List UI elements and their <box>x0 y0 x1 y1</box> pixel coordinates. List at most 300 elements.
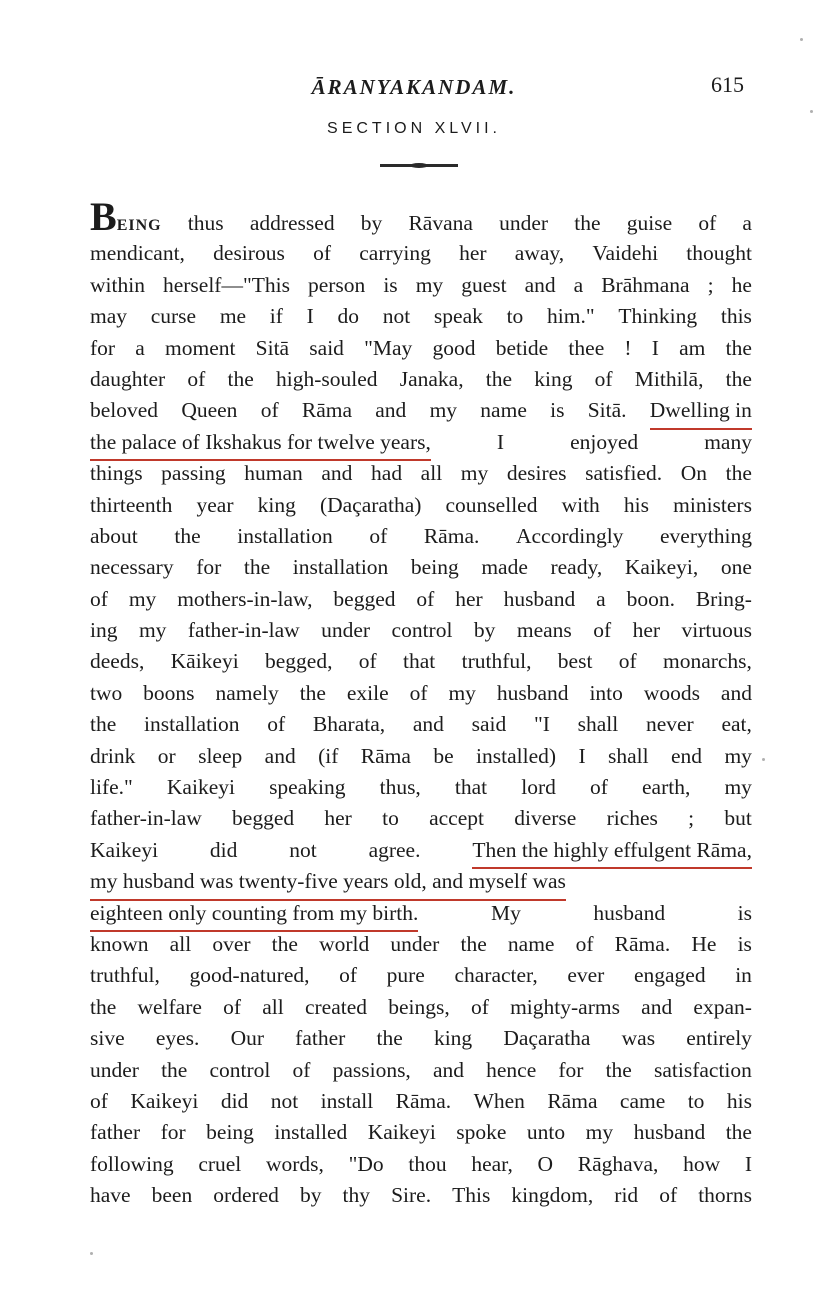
word: end <box>671 743 703 768</box>
word: all <box>169 931 192 956</box>
word: for <box>90 335 116 360</box>
word: not <box>270 1088 299 1113</box>
word: of <box>313 241 331 266</box>
word: the <box>460 931 487 956</box>
word: install <box>320 1088 374 1113</box>
word: hence <box>486 1057 537 1082</box>
text-line <box>90 364 752 395</box>
word: I <box>306 304 314 329</box>
word: Our <box>230 1026 264 1051</box>
word: of <box>594 366 613 391</box>
word: year <box>196 492 234 517</box>
word: rid <box>614 1183 639 1208</box>
word: person <box>307 272 366 297</box>
word: did <box>220 1088 249 1113</box>
word: under <box>499 211 549 235</box>
word: to <box>382 806 399 831</box>
word: is <box>550 398 565 423</box>
word: of <box>416 586 435 611</box>
word: Rāma. <box>395 1088 452 1113</box>
word: guise <box>626 211 673 235</box>
word: truthful, <box>90 963 160 988</box>
word: unto <box>526 1120 566 1145</box>
word: of <box>470 994 489 1019</box>
word: the <box>227 366 254 391</box>
word: mighty-arms <box>510 994 620 1019</box>
word: ; <box>688 806 695 831</box>
word: did <box>209 837 238 862</box>
word: the <box>161 1057 188 1082</box>
drop-cap-rest: EING <box>116 217 162 234</box>
text-line <box>90 929 752 960</box>
word: installed <box>274 1120 348 1145</box>
word: begged <box>232 806 295 831</box>
word: thorns <box>698 1183 752 1208</box>
word: made <box>481 555 528 580</box>
word: and <box>720 680 752 705</box>
word: the <box>725 1120 752 1145</box>
word: Mithilā, <box>634 366 704 391</box>
word: to <box>687 1088 705 1113</box>
word: of <box>593 618 612 643</box>
word: all <box>262 994 284 1019</box>
word: entirely <box>686 1026 752 1051</box>
word: a <box>742 211 752 235</box>
word: the <box>243 555 271 580</box>
word: world <box>319 931 370 956</box>
word: Accordingly <box>515 523 624 548</box>
word: how <box>683 1151 721 1176</box>
word: thou <box>408 1151 447 1176</box>
word: sleep <box>198 743 243 768</box>
word: Kaikeyi <box>166 775 235 800</box>
word: I <box>578 743 586 768</box>
word: accept <box>429 806 484 831</box>
word: betide <box>495 335 549 360</box>
word: satisfaction <box>653 1057 752 1082</box>
word: This <box>452 1183 491 1208</box>
word: created <box>304 994 368 1019</box>
word: all <box>420 461 443 486</box>
text-line <box>90 238 752 269</box>
word: of <box>90 586 108 611</box>
word: is <box>737 931 752 956</box>
word: of <box>659 1183 678 1208</box>
word: under <box>321 618 371 643</box>
word: Kaikeyi <box>130 1088 199 1113</box>
word: Kaikeyi <box>367 1120 436 1145</box>
word: Rāma <box>301 398 353 423</box>
word: drink <box>90 743 136 768</box>
scan-speck <box>800 38 803 41</box>
word: of <box>698 211 717 235</box>
word: I <box>651 335 659 360</box>
word: of <box>267 712 286 737</box>
text-line <box>90 427 752 458</box>
word: "Do <box>348 1151 384 1176</box>
word: Vaidehi <box>592 241 659 266</box>
word: begged, <box>265 649 333 674</box>
word: his <box>726 1088 752 1113</box>
word: begged <box>333 586 396 611</box>
word: the <box>376 1026 403 1051</box>
word: and <box>264 743 296 768</box>
word: is <box>383 272 398 297</box>
underlined-phrase: Then the highly effulgent Rāma, <box>472 835 752 869</box>
text-line <box>90 458 752 489</box>
word: counselled <box>445 492 538 517</box>
drop-cap-letter: B <box>90 194 117 239</box>
word: everything <box>660 523 752 548</box>
word: if <box>269 304 283 329</box>
text-line <box>90 584 752 615</box>
word: ! <box>624 335 632 360</box>
word: under <box>390 931 440 956</box>
word: that <box>403 649 436 674</box>
text-line <box>90 835 752 866</box>
word: her <box>455 586 483 611</box>
word: for <box>196 555 222 580</box>
word: the <box>605 1057 632 1082</box>
word: thee <box>568 335 605 360</box>
text-line <box>90 490 752 521</box>
word: do <box>337 304 360 329</box>
word: Kāikeyi <box>170 649 239 674</box>
word: control <box>391 618 453 643</box>
word: "May <box>364 335 413 360</box>
word: character, <box>454 963 538 988</box>
word: that <box>454 775 488 800</box>
word: father-in-law <box>90 806 202 831</box>
word: her <box>324 806 352 831</box>
word: best <box>557 649 593 674</box>
word: mothers-in-law, <box>177 586 313 611</box>
word: king <box>534 366 573 391</box>
word: a <box>596 586 606 611</box>
word: woods <box>643 680 700 705</box>
word: Thinking <box>618 304 698 329</box>
text-line <box>90 270 752 301</box>
word: high-souled <box>275 366 378 391</box>
word: may <box>90 304 128 329</box>
word: shall <box>577 712 619 737</box>
word: came <box>619 1088 666 1113</box>
word: (if <box>318 743 339 768</box>
text-line <box>90 1055 752 1086</box>
word: of <box>358 649 377 674</box>
word: king <box>433 1026 473 1051</box>
word: about <box>90 523 138 548</box>
word: husband <box>503 586 576 611</box>
word: the <box>271 931 298 956</box>
text-line <box>90 1180 752 1211</box>
word: over <box>212 931 251 956</box>
text-line <box>90 678 752 709</box>
underlined-phrase: the palace of Ikshakus for twelve years, <box>90 427 431 461</box>
word: My <box>490 900 521 925</box>
word: lord <box>521 775 556 800</box>
word: the <box>485 366 513 391</box>
word: monarchs, <box>662 649 752 674</box>
ornamental-rule <box>380 164 458 167</box>
word: name <box>480 398 527 423</box>
word: king <box>257 492 296 517</box>
word: namely <box>215 680 279 705</box>
running-title: ĀRANYAKANDAM. <box>311 75 517 99</box>
word: the <box>299 680 326 705</box>
word: or <box>157 743 176 768</box>
word: of <box>339 963 358 988</box>
text-line <box>90 1149 752 1180</box>
word: "I <box>533 712 550 737</box>
word: things <box>90 461 143 486</box>
word: ever <box>567 963 605 988</box>
word: sive <box>90 1026 125 1051</box>
word: earth, <box>642 775 691 800</box>
word: my <box>138 618 167 643</box>
word: and <box>375 398 407 423</box>
word: is <box>737 900 752 925</box>
word: Rāma <box>360 743 411 768</box>
text-line <box>90 521 752 552</box>
word: her <box>632 618 661 643</box>
word: husband <box>593 900 666 925</box>
word: thus, <box>379 775 421 800</box>
word: Rāvana <box>408 211 473 235</box>
text-line <box>90 709 752 740</box>
word: necessary <box>90 555 174 580</box>
word: my <box>724 775 752 800</box>
word: eyes. <box>155 1026 200 1051</box>
word: eat, <box>721 712 752 737</box>
text-line <box>90 615 752 646</box>
word: be <box>433 743 454 768</box>
word: him." <box>547 304 595 329</box>
scan-speck <box>762 758 765 761</box>
word: thirteenth <box>90 492 173 517</box>
word: being <box>410 555 459 580</box>
word: the <box>725 366 752 391</box>
word: my <box>460 461 489 486</box>
word: to <box>506 304 524 329</box>
word: the <box>90 712 117 737</box>
word: her <box>459 241 487 266</box>
text-line <box>90 1086 752 1117</box>
word: ordered <box>213 1183 279 1208</box>
word: life." <box>90 775 133 800</box>
word: herself—"This <box>162 272 290 297</box>
word: Sitā <box>255 335 290 360</box>
word: spoke <box>456 1120 507 1145</box>
word: with <box>561 492 600 517</box>
word: mendicant, <box>90 241 185 266</box>
word: good-natured, <box>189 963 310 988</box>
word: addressed <box>249 211 335 235</box>
word: virtuous <box>681 618 752 643</box>
word: for <box>160 1120 186 1145</box>
word: boons <box>143 680 195 705</box>
body-text <box>90 194 752 1212</box>
word: hear, <box>471 1151 513 1176</box>
word: riches <box>606 806 658 831</box>
word: my <box>415 272 444 297</box>
word: He <box>691 931 717 956</box>
word: moment <box>165 335 236 360</box>
word: the <box>574 211 601 235</box>
word: he <box>731 272 752 297</box>
word: of <box>292 1057 311 1082</box>
word: control <box>209 1057 271 1082</box>
word: Rāma. <box>423 523 480 548</box>
word: Sitā. <box>587 398 627 423</box>
word: installation <box>292 555 389 580</box>
word: one <box>720 555 752 580</box>
word: the <box>725 461 752 486</box>
word: kingdom, <box>511 1183 594 1208</box>
word: father <box>90 1120 141 1145</box>
word: his <box>623 492 650 517</box>
scan-speck <box>810 110 813 113</box>
text-line <box>90 772 752 803</box>
word: this <box>720 304 752 329</box>
word: agree. <box>368 837 421 862</box>
text-line <box>90 552 752 583</box>
text-line <box>90 1117 752 1148</box>
word: welfare <box>137 994 202 1019</box>
word: following <box>90 1151 174 1176</box>
word: by <box>299 1183 322 1208</box>
text-line <box>90 1023 752 1054</box>
word: Bharata, <box>312 712 386 737</box>
word: boon. <box>626 586 675 611</box>
word: husband <box>633 1120 706 1145</box>
word: within <box>90 272 145 297</box>
word: beings, <box>388 994 450 1019</box>
word: of <box>223 994 242 1019</box>
word: said <box>309 335 344 360</box>
word: speak <box>433 304 483 329</box>
word: for <box>558 1057 584 1082</box>
word: was <box>621 1026 656 1051</box>
page-number: 615 <box>711 72 744 97</box>
word: a <box>573 272 584 297</box>
word: Kaikeyi, <box>624 555 699 580</box>
word: desirous <box>213 241 285 266</box>
text-line <box>90 992 752 1023</box>
text-line <box>90 898 752 929</box>
word: Janaka, <box>399 366 464 391</box>
word: not <box>289 837 317 862</box>
word: into <box>589 680 623 705</box>
word: my <box>128 586 157 611</box>
drop-cap-word <box>90 194 162 241</box>
word: my <box>429 398 458 423</box>
text-line <box>90 866 752 897</box>
word: the <box>725 335 752 360</box>
word: of <box>575 931 594 956</box>
word: installation <box>144 712 240 737</box>
word: have <box>90 1183 131 1208</box>
text-line <box>90 960 752 991</box>
word: ing <box>90 618 118 643</box>
word: of <box>187 366 206 391</box>
text-line <box>90 333 752 364</box>
word: truthful, <box>461 649 532 674</box>
word: cruel <box>198 1151 242 1176</box>
word: being <box>206 1120 254 1145</box>
word: am <box>679 335 706 360</box>
word: husband <box>496 680 569 705</box>
word: and <box>412 712 444 737</box>
word: engaged <box>633 963 706 988</box>
word: speaking <box>269 775 346 800</box>
word: words, <box>265 1151 324 1176</box>
word: Brāhmana <box>601 272 690 297</box>
word: by <box>473 618 496 643</box>
word: installed) <box>476 743 557 768</box>
word: curse <box>150 304 197 329</box>
word: away, <box>514 241 565 266</box>
text-line <box>90 194 752 239</box>
word: installation <box>237 523 333 548</box>
word: the <box>174 523 201 548</box>
word: father-in-law <box>187 618 300 643</box>
word: by <box>360 211 383 235</box>
word: I <box>744 1151 752 1176</box>
word: of <box>369 523 388 548</box>
word: but <box>724 806 752 831</box>
text-line <box>90 741 752 772</box>
word: Bring- <box>695 586 752 611</box>
word: passions, <box>332 1057 411 1082</box>
word: said <box>471 712 507 737</box>
word: two <box>90 680 123 705</box>
text-line <box>90 646 752 677</box>
word: enjoyed <box>570 429 639 454</box>
word: thought <box>686 241 752 266</box>
word: and <box>524 272 556 297</box>
word: I <box>496 429 505 454</box>
word: (Daçaratha) <box>319 492 422 517</box>
word: shall <box>608 743 649 768</box>
word: Kaikeyi <box>90 837 159 862</box>
scan-speck <box>90 1252 93 1255</box>
word: diverse <box>514 806 577 831</box>
word: daughter <box>90 366 166 391</box>
underlined-phrase: eighteen only counting from my birth. <box>90 898 418 932</box>
word: of <box>260 398 279 423</box>
word: expan- <box>693 994 752 1019</box>
word: Daçaratha <box>503 1026 591 1051</box>
word: my <box>724 743 752 768</box>
word: known <box>90 931 149 956</box>
word: Rāma. <box>614 931 671 956</box>
word: Sire. <box>391 1183 432 1208</box>
word: deeds, <box>90 649 145 674</box>
underlined-phrase: Dwelling in <box>650 395 752 429</box>
underlined-phrase: my husband was twenty-five years old, and myself was <box>90 866 566 900</box>
word: many <box>704 429 752 454</box>
word: been <box>151 1183 193 1208</box>
word: father <box>295 1026 346 1051</box>
word: means <box>516 618 572 643</box>
word: in <box>735 963 752 988</box>
word: On <box>680 461 708 486</box>
word: ; <box>707 272 714 297</box>
word: Rāghava, <box>577 1151 659 1176</box>
word: passing <box>161 461 226 486</box>
word: human <box>244 461 303 486</box>
